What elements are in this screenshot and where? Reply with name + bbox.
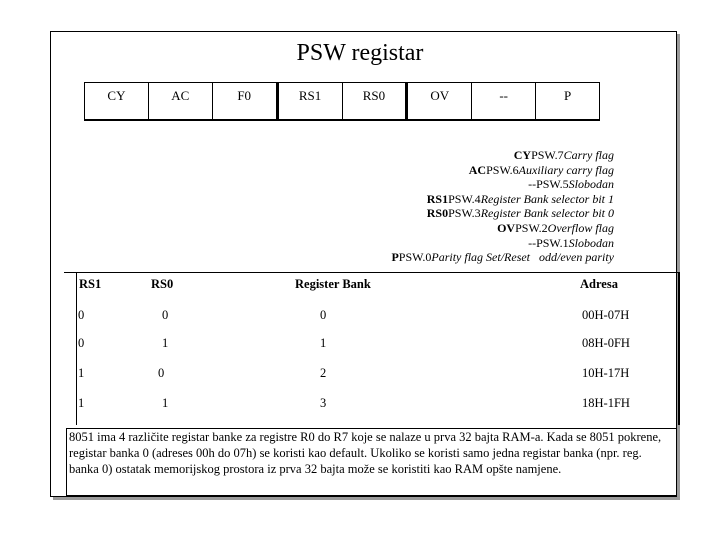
header-rs1: RS1 bbox=[79, 277, 102, 291]
bit-label: AC bbox=[171, 88, 190, 103]
bit-label: CY bbox=[107, 88, 126, 103]
bit-label: F0 bbox=[237, 88, 252, 103]
table-cell: 0 bbox=[320, 308, 327, 322]
description-paragraph: 8051 ima 4 različite registar banke za registre R0 do R7 koje se nalaze u prva 32 bajta RAM-a. Kada se 8051 pokrene, registar banka 0 (adreses 00h do 07h) se koristi kao default. Ukoliko se koristi samo jedna registar banka (npr. reg. banka 0) ostatak memorijskog prostora iz prva 32 bajta može se koristiti kao RAM opšte namjene. bbox=[66, 428, 677, 496]
bit-cell-cy bbox=[85, 83, 148, 119]
psw-register-bar bbox=[84, 82, 600, 121]
legend-line: CYPSW.7Carry flag bbox=[513, 148, 614, 162]
table-divider bbox=[76, 273, 77, 425]
legend-line: OVPSW.2Overflow flag bbox=[497, 220, 614, 235]
header-rs0: RS0 bbox=[151, 277, 174, 291]
table-cell: 2 bbox=[320, 366, 327, 380]
bit-label: RS0 bbox=[362, 88, 386, 103]
legend-line: ACPSW.6Auxiliary carry flag bbox=[468, 162, 614, 177]
slide-title: PSW registar bbox=[296, 40, 424, 66]
table-cell: 1 bbox=[162, 336, 169, 350]
table-cell: 18H-1FH bbox=[582, 396, 630, 410]
table-cell: 1 bbox=[78, 396, 85, 410]
table-cell: 0 bbox=[162, 308, 169, 322]
table-cell: 08H-0FH bbox=[582, 336, 630, 350]
table-cell: 10H-17H bbox=[582, 366, 630, 380]
bit-label: -- bbox=[499, 88, 509, 103]
bit-cell-rs1 bbox=[278, 83, 342, 119]
table-cell: 0 bbox=[158, 366, 165, 380]
legend-line: --PSW.1Slobodan bbox=[528, 235, 614, 250]
header-adresa: Adresa bbox=[580, 277, 618, 291]
table-cell: 1 bbox=[320, 336, 327, 350]
table-cell: 0 bbox=[78, 336, 85, 350]
table-cell: 3 bbox=[320, 396, 327, 410]
table-cell: 1 bbox=[162, 396, 169, 410]
table-cell: 00H-07H bbox=[582, 308, 630, 322]
bit-label: RS1 bbox=[298, 88, 322, 103]
bit-cell-f0 bbox=[212, 83, 278, 119]
legend-line: RS1PSW.4Register Bank selector bit 1 bbox=[426, 191, 614, 206]
table-cell: 0 bbox=[78, 308, 85, 322]
register-bank-table bbox=[64, 272, 680, 425]
bit-cell-ov bbox=[407, 83, 471, 119]
bit-cell-unused bbox=[471, 83, 535, 119]
legend-line: PPSW.0Parity flag Set/Reset odd/even parity bbox=[391, 250, 614, 265]
bit-label: P bbox=[563, 88, 572, 103]
table-cell: 1 bbox=[78, 366, 85, 380]
legend-line: RS0PSW.3Register Bank selector bit 0 bbox=[426, 206, 614, 221]
bit-cell-rs0 bbox=[342, 83, 408, 119]
bit-cell-ac bbox=[148, 83, 212, 119]
bit-legend bbox=[391, 148, 614, 265]
bit-cell-p bbox=[535, 83, 599, 119]
legend-line: --PSW.5Slobodan bbox=[528, 177, 614, 192]
header-register-bank: Register Bank bbox=[295, 277, 371, 291]
bit-label: OV bbox=[430, 88, 450, 103]
